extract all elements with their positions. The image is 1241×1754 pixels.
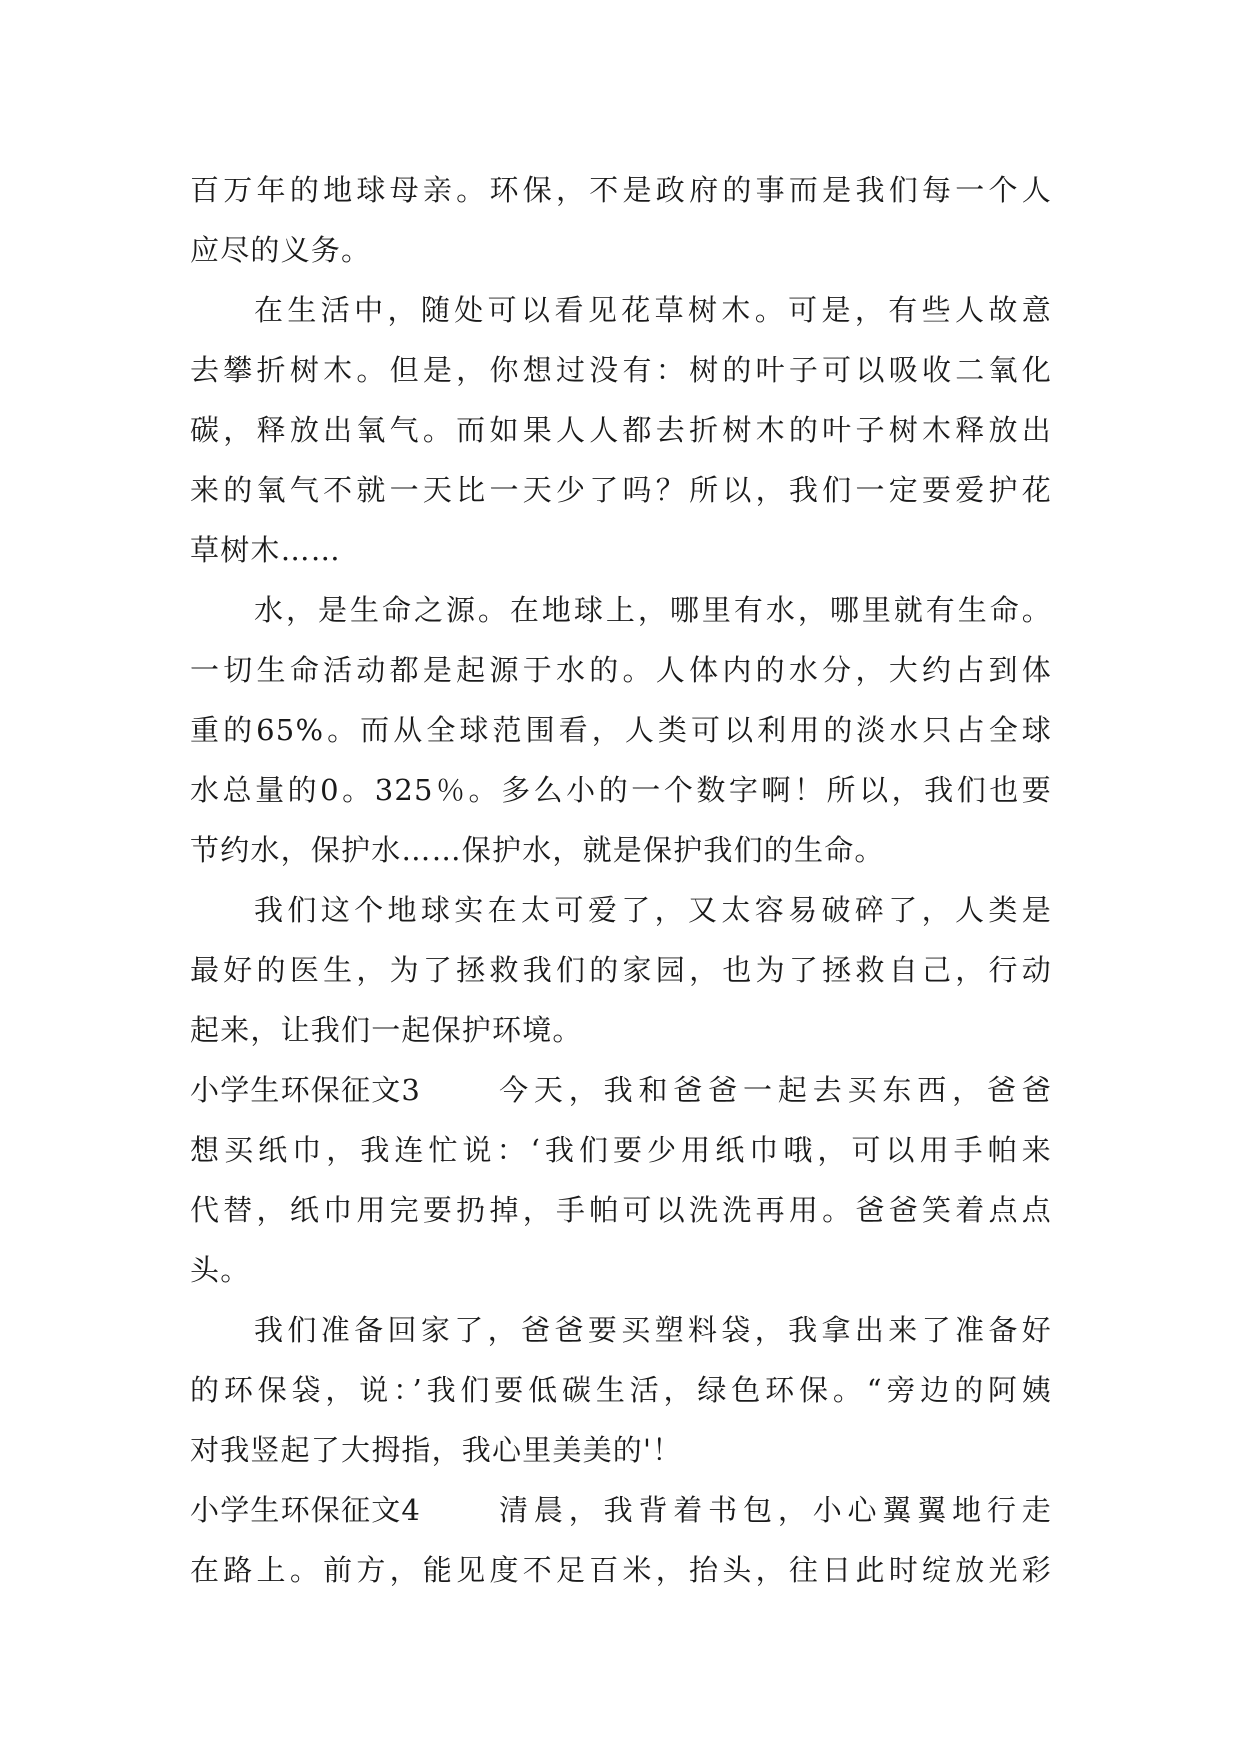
paragraph-water — [190, 580, 1052, 880]
text-line: 重的65%。而从全球范围看，人类可以利用的淡水只占全球 — [190, 713, 1052, 747]
text-line: 对我竖起了大拇指，我心里美美的'！ — [190, 1433, 683, 1467]
text-line: 最好的医生，为了拯救我们的家园，也为了拯救自己，行动 — [190, 953, 1052, 987]
text-line: 想买纸巾，我连忙说：‘我们要少用纸巾哦，可以用手帕来 — [190, 1133, 1052, 1167]
text-line: 我们准备回家了，爸爸要买塑料袋，我拿出来了准备好 — [254, 1313, 1052, 1347]
essay-3 — [190, 1060, 1052, 1480]
text-line: 在路上。前方，能见度不足百米，抬头，往日此时绽放光彩 — [190, 1553, 1052, 1587]
text-line: 的环保袋，说：’我们要低碳生活，绿色环保。“旁边的阿姨 — [190, 1373, 1052, 1407]
text-line: 百万年的地球母亲。环保，不是政府的事而是我们每一个人 — [190, 173, 1052, 207]
essay-title: 小学生环保征文3 — [190, 1073, 422, 1107]
paragraph-continuation — [190, 160, 1052, 280]
essay-4 — [190, 1480, 1052, 1600]
text-line: 节约水，保护水……保护水，就是保护我们的生命。 — [190, 833, 885, 867]
text-line: 水总量的0。325％。多么小的一个数字啊！所以，我们也要 — [190, 773, 1052, 807]
text-line: 草树木…… — [190, 533, 342, 567]
text-line: 水，是生命之源。在地球上，哪里有水，哪里就有生命。 — [254, 593, 1052, 627]
text-line: 头。 — [190, 1253, 251, 1287]
text-line: 去攀折树木。但是，你想过没有：树的叶子可以吸收二氧化 — [190, 353, 1052, 387]
text-line: 一切生命活动都是起源于水的。人体内的水分，大约占到体 — [190, 653, 1052, 687]
essay-heading-line — [190, 1480, 1052, 1540]
text-line: 今天，我和爸爸一起去买东西，爸爸 — [499, 1073, 1052, 1107]
text-line: 在生活中，随处可以看见花草树木。可是，有些人故意 — [254, 293, 1052, 327]
document-body — [190, 160, 1052, 1600]
text-line: 我们这个地球实在太可爱了，又太容易破碎了，人类是 — [254, 893, 1052, 927]
essay-heading-line — [190, 1060, 1052, 1120]
paragraph-earth — [190, 880, 1052, 1060]
text-line: 来的氧气不就一天比一天少了吗？所以，我们一定要爱护花 — [190, 473, 1052, 507]
text-line: 起来，让我们一起保护环境。 — [190, 1013, 583, 1047]
essay-title: 小学生环保征文4 — [190, 1493, 422, 1527]
paragraph-trees — [190, 280, 1052, 580]
text-line: 应尽的义务。 — [190, 233, 372, 267]
text-line: 清晨，我背着书包，小心翼翼地行走 — [499, 1493, 1052, 1527]
text-line: 碳，释放出氧气。而如果人人都去折树木的叶子树木释放出 — [190, 413, 1052, 447]
text-line: 代替，纸巾用完要扔掉，手帕可以洗洗再用。爸爸笑着点点 — [190, 1193, 1052, 1227]
